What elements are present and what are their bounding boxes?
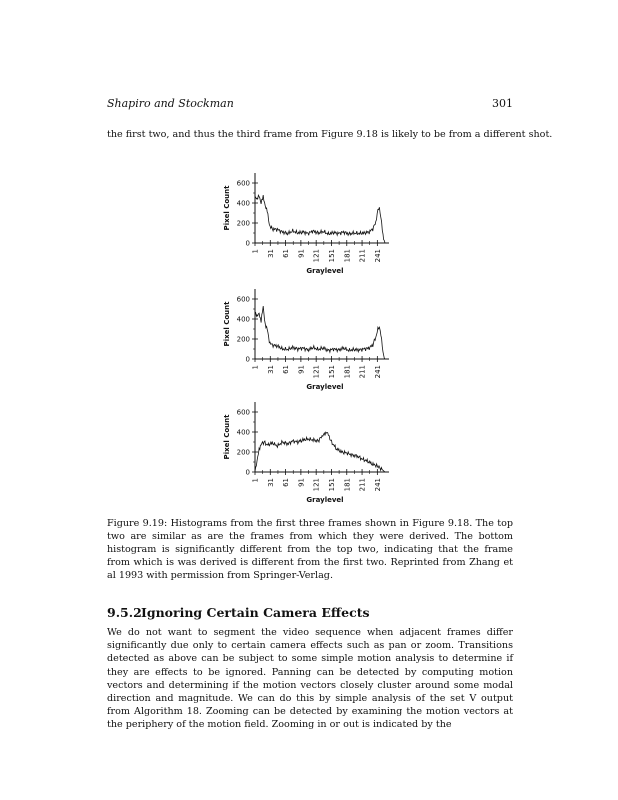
x-tick-label: 241 [373, 365, 382, 379]
x-tick-label: 181 [343, 249, 352, 263]
x-tick-label: 91 [297, 249, 306, 258]
histogram-series-line [255, 306, 385, 359]
y-axis-label: Pixel Count [223, 185, 231, 231]
histogram-frame-1 [215, 168, 400, 288]
x-tick-label: 121 [312, 478, 321, 492]
lead-paragraph: the first two, and thus the third frame from Figure 9.18 is likely to be from a different shot. [107, 129, 553, 140]
x-tick-label: 91 [297, 365, 306, 374]
histogram-series-line [255, 432, 385, 472]
x-tick-label: 151 [327, 249, 336, 263]
y-tick-label: 200 [236, 219, 250, 228]
y-tick-label: 600 [236, 295, 250, 304]
y-tick-label: 0 [245, 355, 250, 364]
running-header-author: Shapiro and Stockman [107, 97, 234, 110]
y-axis-label: Pixel Count [223, 301, 231, 347]
x-tick-label: 211 [358, 249, 367, 263]
x-tick-label: 121 [312, 365, 321, 379]
x-axis-label: Graylevel [306, 267, 344, 275]
y-tick-label: 0 [245, 468, 250, 477]
x-tick-label: 181 [343, 365, 352, 379]
x-tick-label: 91 [297, 478, 306, 487]
section-heading [107, 605, 370, 620]
x-tick-label: 31 [266, 365, 275, 374]
y-tick-label: 600 [236, 179, 250, 188]
section-title: Ignoring Certain Camera Effects [141, 605, 370, 620]
x-tick-label: 31 [266, 249, 275, 258]
histogram-series-line [255, 195, 385, 243]
x-tick-label: 211 [358, 365, 367, 379]
x-tick-label: 151 [327, 365, 336, 379]
body-paragraph: We do not want to segment the video sequence when adjacent frames differ significantly due only to certain camera effects such as pan or zoom. Transitions detected as above can be subject to some simple motion analysis to determine if they are effects to be ignored. Panning can be detected by computing motion vectors and determining if the motion vectors closely cluster around some modal direction and magnitude. We can do this by simple analysis of the set V output from Algorithm 18. Zooming can be detected by examining the motion vectors at the periphery of the motion field. Zooming in or out is indicated by the [107, 627, 513, 731]
x-tick-label: 211 [358, 478, 367, 492]
x-tick-label: 31 [266, 478, 275, 487]
y-tick-label: 0 [245, 239, 250, 248]
y-tick-label: 400 [236, 315, 250, 324]
histogram-1-svg [215, 168, 400, 288]
page-number: 301 [492, 97, 513, 110]
x-tick-label: 1 [251, 365, 260, 370]
figure-caption: Figure 9.19: Histograms from the first three frames shown in Figure 9.18. The top two are similar as are the frames from which they were derived. The bottom histogram is significantly different from the top two, indicating that the frame from which is was derived is different from the first two. Reprinted from Zhang et al 1993 with permission from Springer-Verlag. [107, 518, 513, 581]
histogram-3-svg [215, 397, 400, 517]
x-tick-label: 1 [251, 478, 260, 483]
x-tick-label: 1 [251, 249, 260, 254]
y-tick-label: 400 [236, 428, 250, 437]
x-axis-label: Graylevel [306, 496, 344, 504]
x-tick-label: 121 [312, 249, 321, 263]
y-axis-label: Pixel Count [223, 414, 231, 460]
section-number: 9.5.2 [107, 605, 142, 620]
x-tick-label: 241 [373, 478, 382, 492]
histogram-frame-2 [215, 284, 400, 404]
x-tick-label: 61 [282, 478, 291, 487]
histogram-2-svg [215, 284, 400, 404]
x-tick-label: 61 [282, 249, 291, 258]
x-tick-label: 181 [343, 478, 352, 492]
histogram-frame-3 [215, 397, 400, 517]
x-tick-label: 61 [282, 365, 291, 374]
y-tick-label: 400 [236, 199, 250, 208]
y-tick-label: 200 [236, 448, 250, 457]
y-tick-label: 600 [236, 408, 250, 417]
y-tick-label: 200 [236, 335, 250, 344]
x-axis-label: Graylevel [306, 383, 344, 391]
x-tick-label: 241 [373, 249, 382, 263]
x-tick-label: 151 [327, 478, 336, 492]
